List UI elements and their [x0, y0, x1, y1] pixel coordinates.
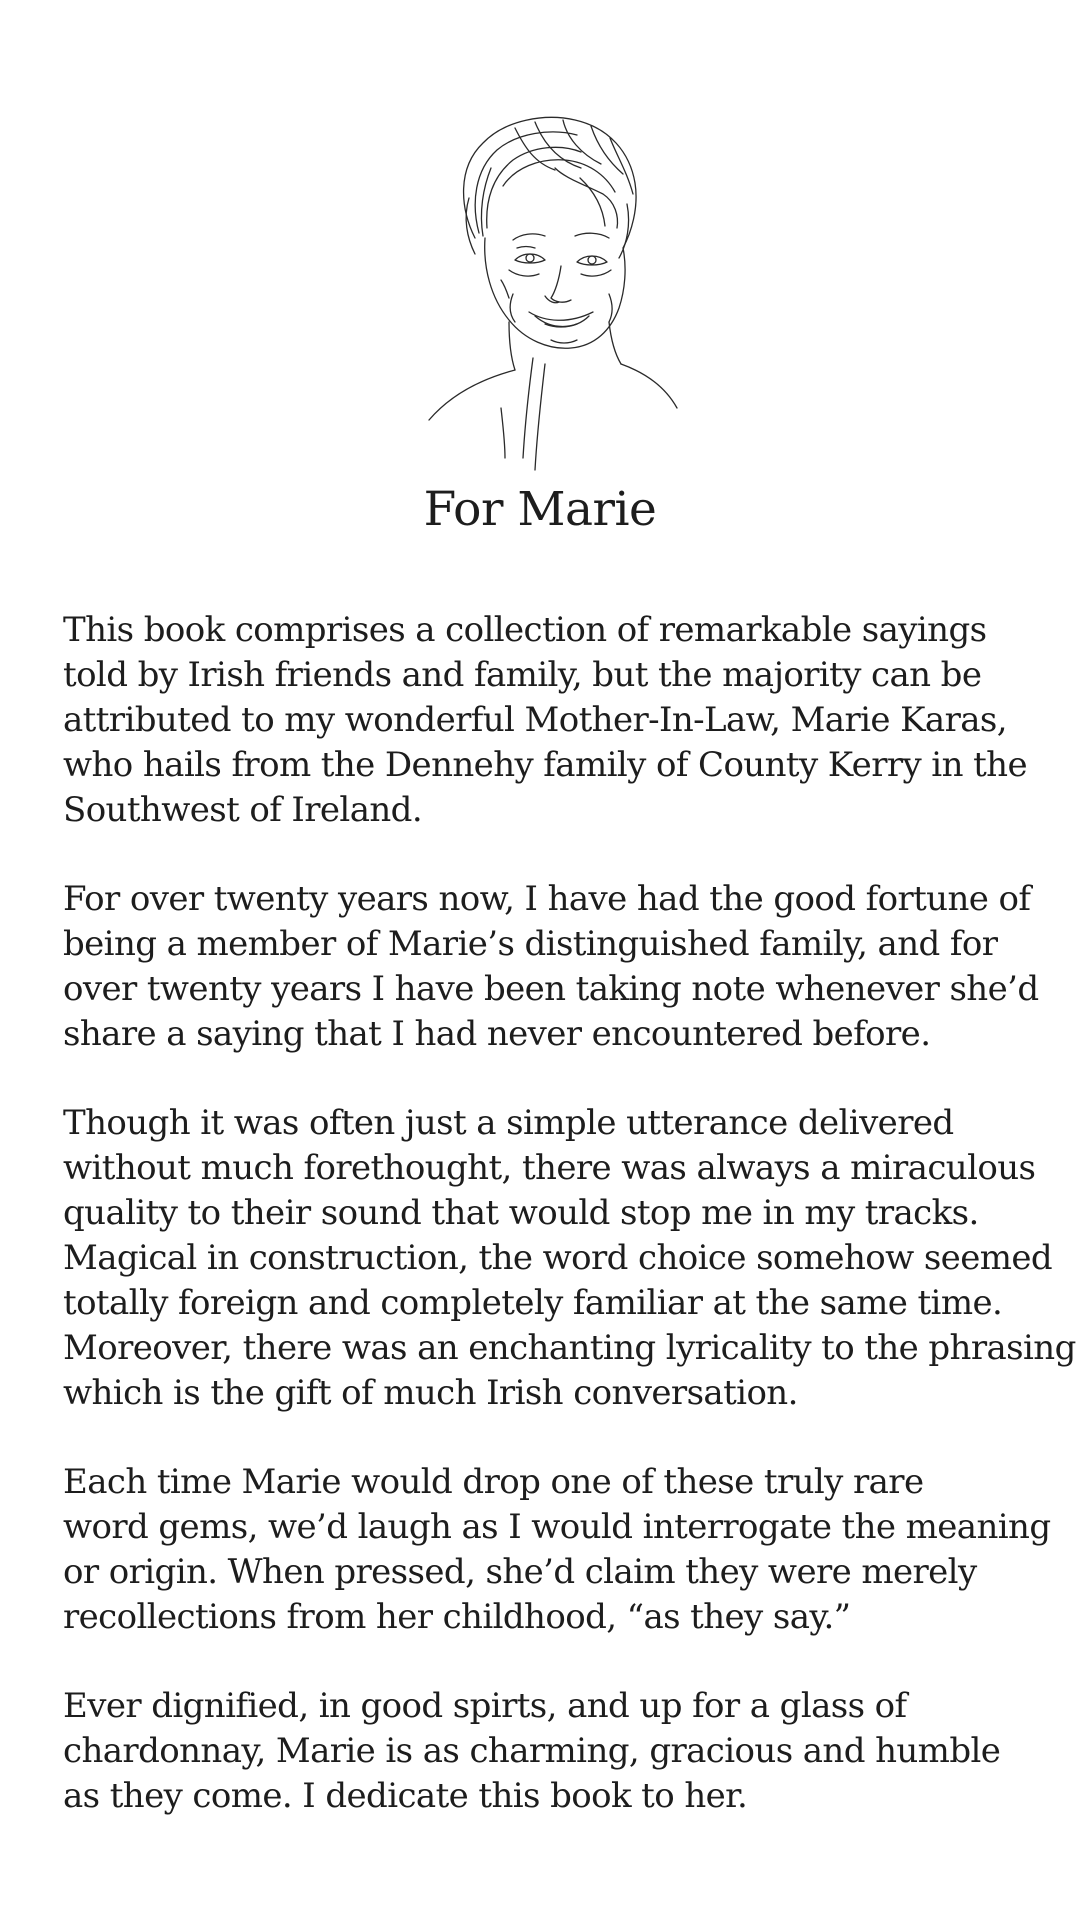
text-line: recollections from her childhood, “as they say.”: [63, 1597, 851, 1637]
paragraph: [63, 1101, 1076, 1416]
text-line: who hails from the Dennehy family of County Kerry in the: [63, 745, 1027, 785]
text-line: or origin. When pressed, she’d claim they were merely: [63, 1552, 977, 1592]
text-line: Moreover, there was an enchanting lyricality to the phrasing: [63, 1328, 1076, 1368]
paragraph: [63, 1460, 1053, 1640]
text-line: quality to their sound that would stop me in my tracks.: [63, 1193, 979, 1233]
text-line: as they come. I dedicate this book to her.: [63, 1776, 748, 1816]
paragraph: [63, 608, 1053, 833]
text-line: Southwest of Ireland.: [63, 790, 423, 830]
text-line: Magical in construction, the word choice somehow seemed: [63, 1238, 1053, 1278]
text-line: This book comprises a collection of remarkable sayings: [63, 610, 987, 650]
text-line: over twenty years I have been taking note whenever she’d: [63, 969, 1039, 1009]
text-line: totally foreign and completely familiar at the same time.: [63, 1283, 1003, 1323]
portrait-illustration: [405, 108, 715, 478]
text-line: which is the gift of much Irish conversation.: [63, 1373, 798, 1413]
text-line: For over twenty years now, I have had the good fortune of: [63, 879, 1031, 919]
text-line: being a member of Marie’s distinguished family, and for: [63, 924, 998, 964]
text-line: chardonnay, Marie is as charming, gracious and humble: [63, 1731, 1001, 1771]
text-line: told by Irish friends and family, but the majority can be: [63, 655, 982, 695]
dedication-body: [63, 608, 1076, 1863]
text-line: without much forethought, there was always a miraculous: [63, 1148, 1036, 1188]
text-line: word gems, we’d laugh as I would interrogate the meaning: [63, 1507, 1051, 1547]
dedication-title: For Marie: [423, 482, 657, 537]
text-line: attributed to my wonderful Mother-In-Law, Marie Karas,: [63, 700, 1007, 740]
text-line: Though it was often just a simple utterance delivered: [63, 1103, 954, 1143]
text-line: Each time Marie would drop one of these truly rare: [63, 1462, 924, 1502]
text-line: Ever dignified, in good spirts, and up for a glass of: [63, 1686, 907, 1726]
paragraph: [63, 877, 1053, 1057]
text-line: share a saying that I had never encountered before.: [63, 1014, 931, 1054]
paragraph: [63, 1684, 1053, 1819]
